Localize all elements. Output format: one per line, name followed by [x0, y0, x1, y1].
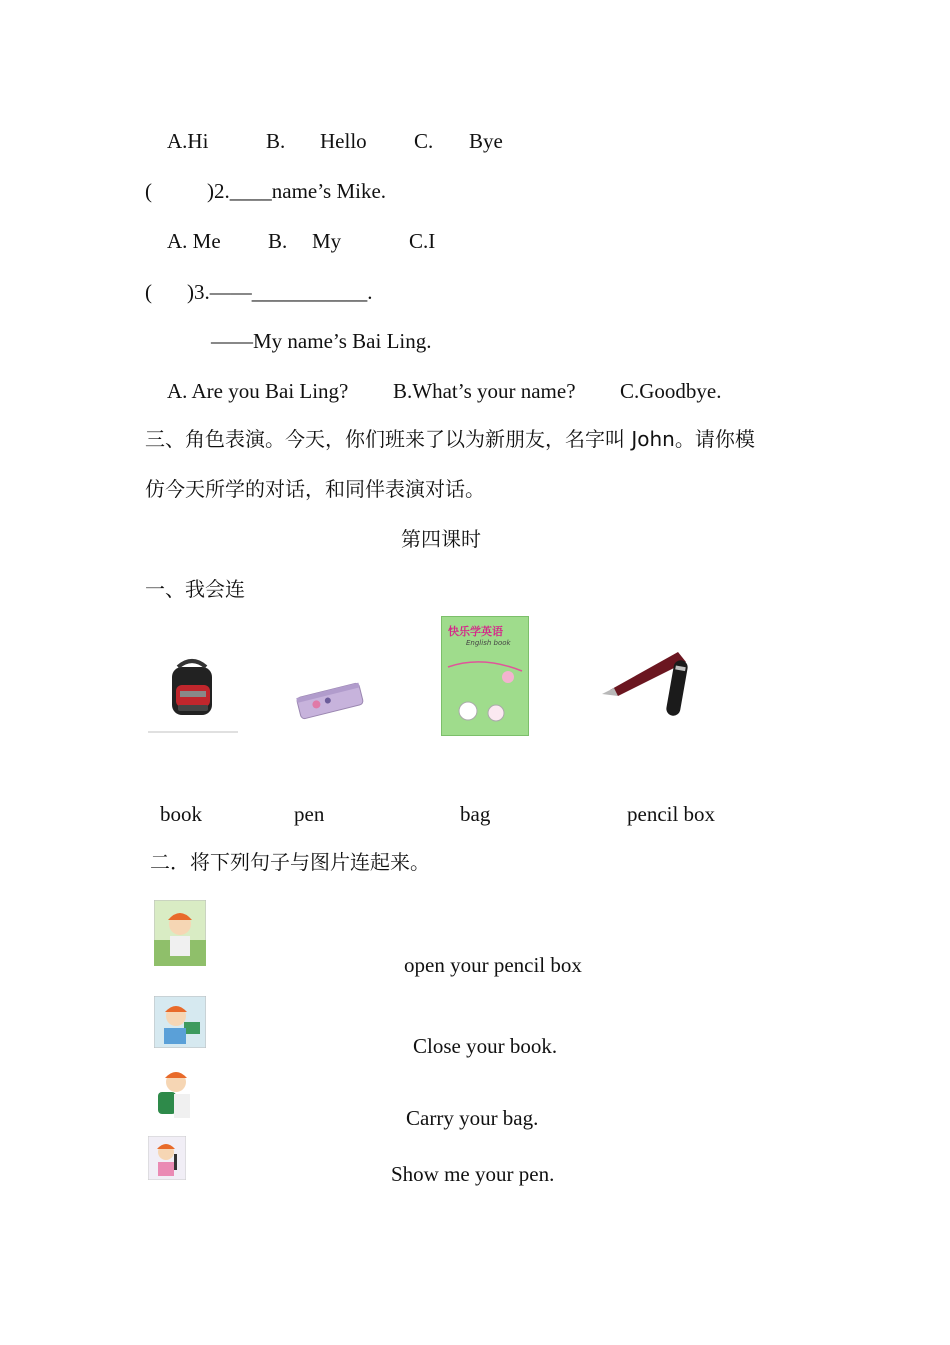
sentence-show-pen: Show me your pen.	[391, 1162, 555, 1186]
q3-option-c: C.Goodbye.	[620, 379, 722, 403]
fountain-pen-image	[600, 632, 710, 722]
q2-text: )2.____name’s Mike.	[207, 179, 387, 203]
book-cover-title: 快乐学英语	[448, 625, 503, 638]
child-picture-3	[154, 1068, 198, 1126]
q2-bracket: (	[145, 179, 152, 203]
lesson-title: 第四课时	[401, 527, 481, 551]
q3-option-a: A. Are you Bai Ling?	[167, 379, 349, 403]
sentence-close-book: Close your book.	[413, 1034, 558, 1058]
book-image	[441, 616, 529, 736]
q2-option-a: A. Me	[167, 229, 221, 253]
word-pen: pen	[294, 802, 325, 826]
q1-option-b-letter: B.	[266, 129, 286, 153]
part2-heading: 二．将下列句子与图片连起来。	[150, 850, 430, 874]
q2-option-b: My	[312, 229, 342, 253]
backpack-image	[148, 655, 238, 737]
child-picture-4	[148, 1136, 186, 1180]
q3-option-b: B.What’s your name?	[393, 379, 576, 403]
section3-line2: 仿今天所学的对话，和同伴表演对话。	[145, 477, 485, 501]
word-book: book	[160, 802, 202, 826]
q3-text: )3.——___________.	[187, 280, 373, 304]
section3-line1: 三、角色表演。今天，你们班来了以为新朋友，名字叫 John。请你模	[145, 427, 755, 451]
q1-option-c: Bye	[469, 129, 503, 153]
q1-option-c-letter: C.	[414, 129, 434, 153]
child-picture-1	[154, 900, 206, 966]
book-cover-subtitle: English book	[466, 639, 511, 647]
q1-option-b: Hello	[320, 129, 367, 153]
q2-option-b-letter: B.	[268, 229, 288, 253]
word-bag: bag	[460, 802, 491, 826]
q2-option-c: C.I	[409, 229, 436, 253]
word-pencil-box: pencil box	[627, 802, 716, 826]
q3-answer-line: ——My name’s Bai Ling.	[211, 329, 432, 353]
sheep-illustration	[442, 649, 528, 733]
q1-option-a: A.Hi	[167, 129, 209, 153]
sentence-open-pencil-box: open your pencil box	[404, 953, 582, 977]
sentence-carry-bag: Carry your bag.	[406, 1106, 539, 1130]
q3-bracket: (	[145, 280, 152, 304]
part1-heading: 一、我会连	[145, 577, 245, 601]
pencil-box-image	[294, 680, 366, 722]
child-picture-2	[154, 996, 206, 1048]
